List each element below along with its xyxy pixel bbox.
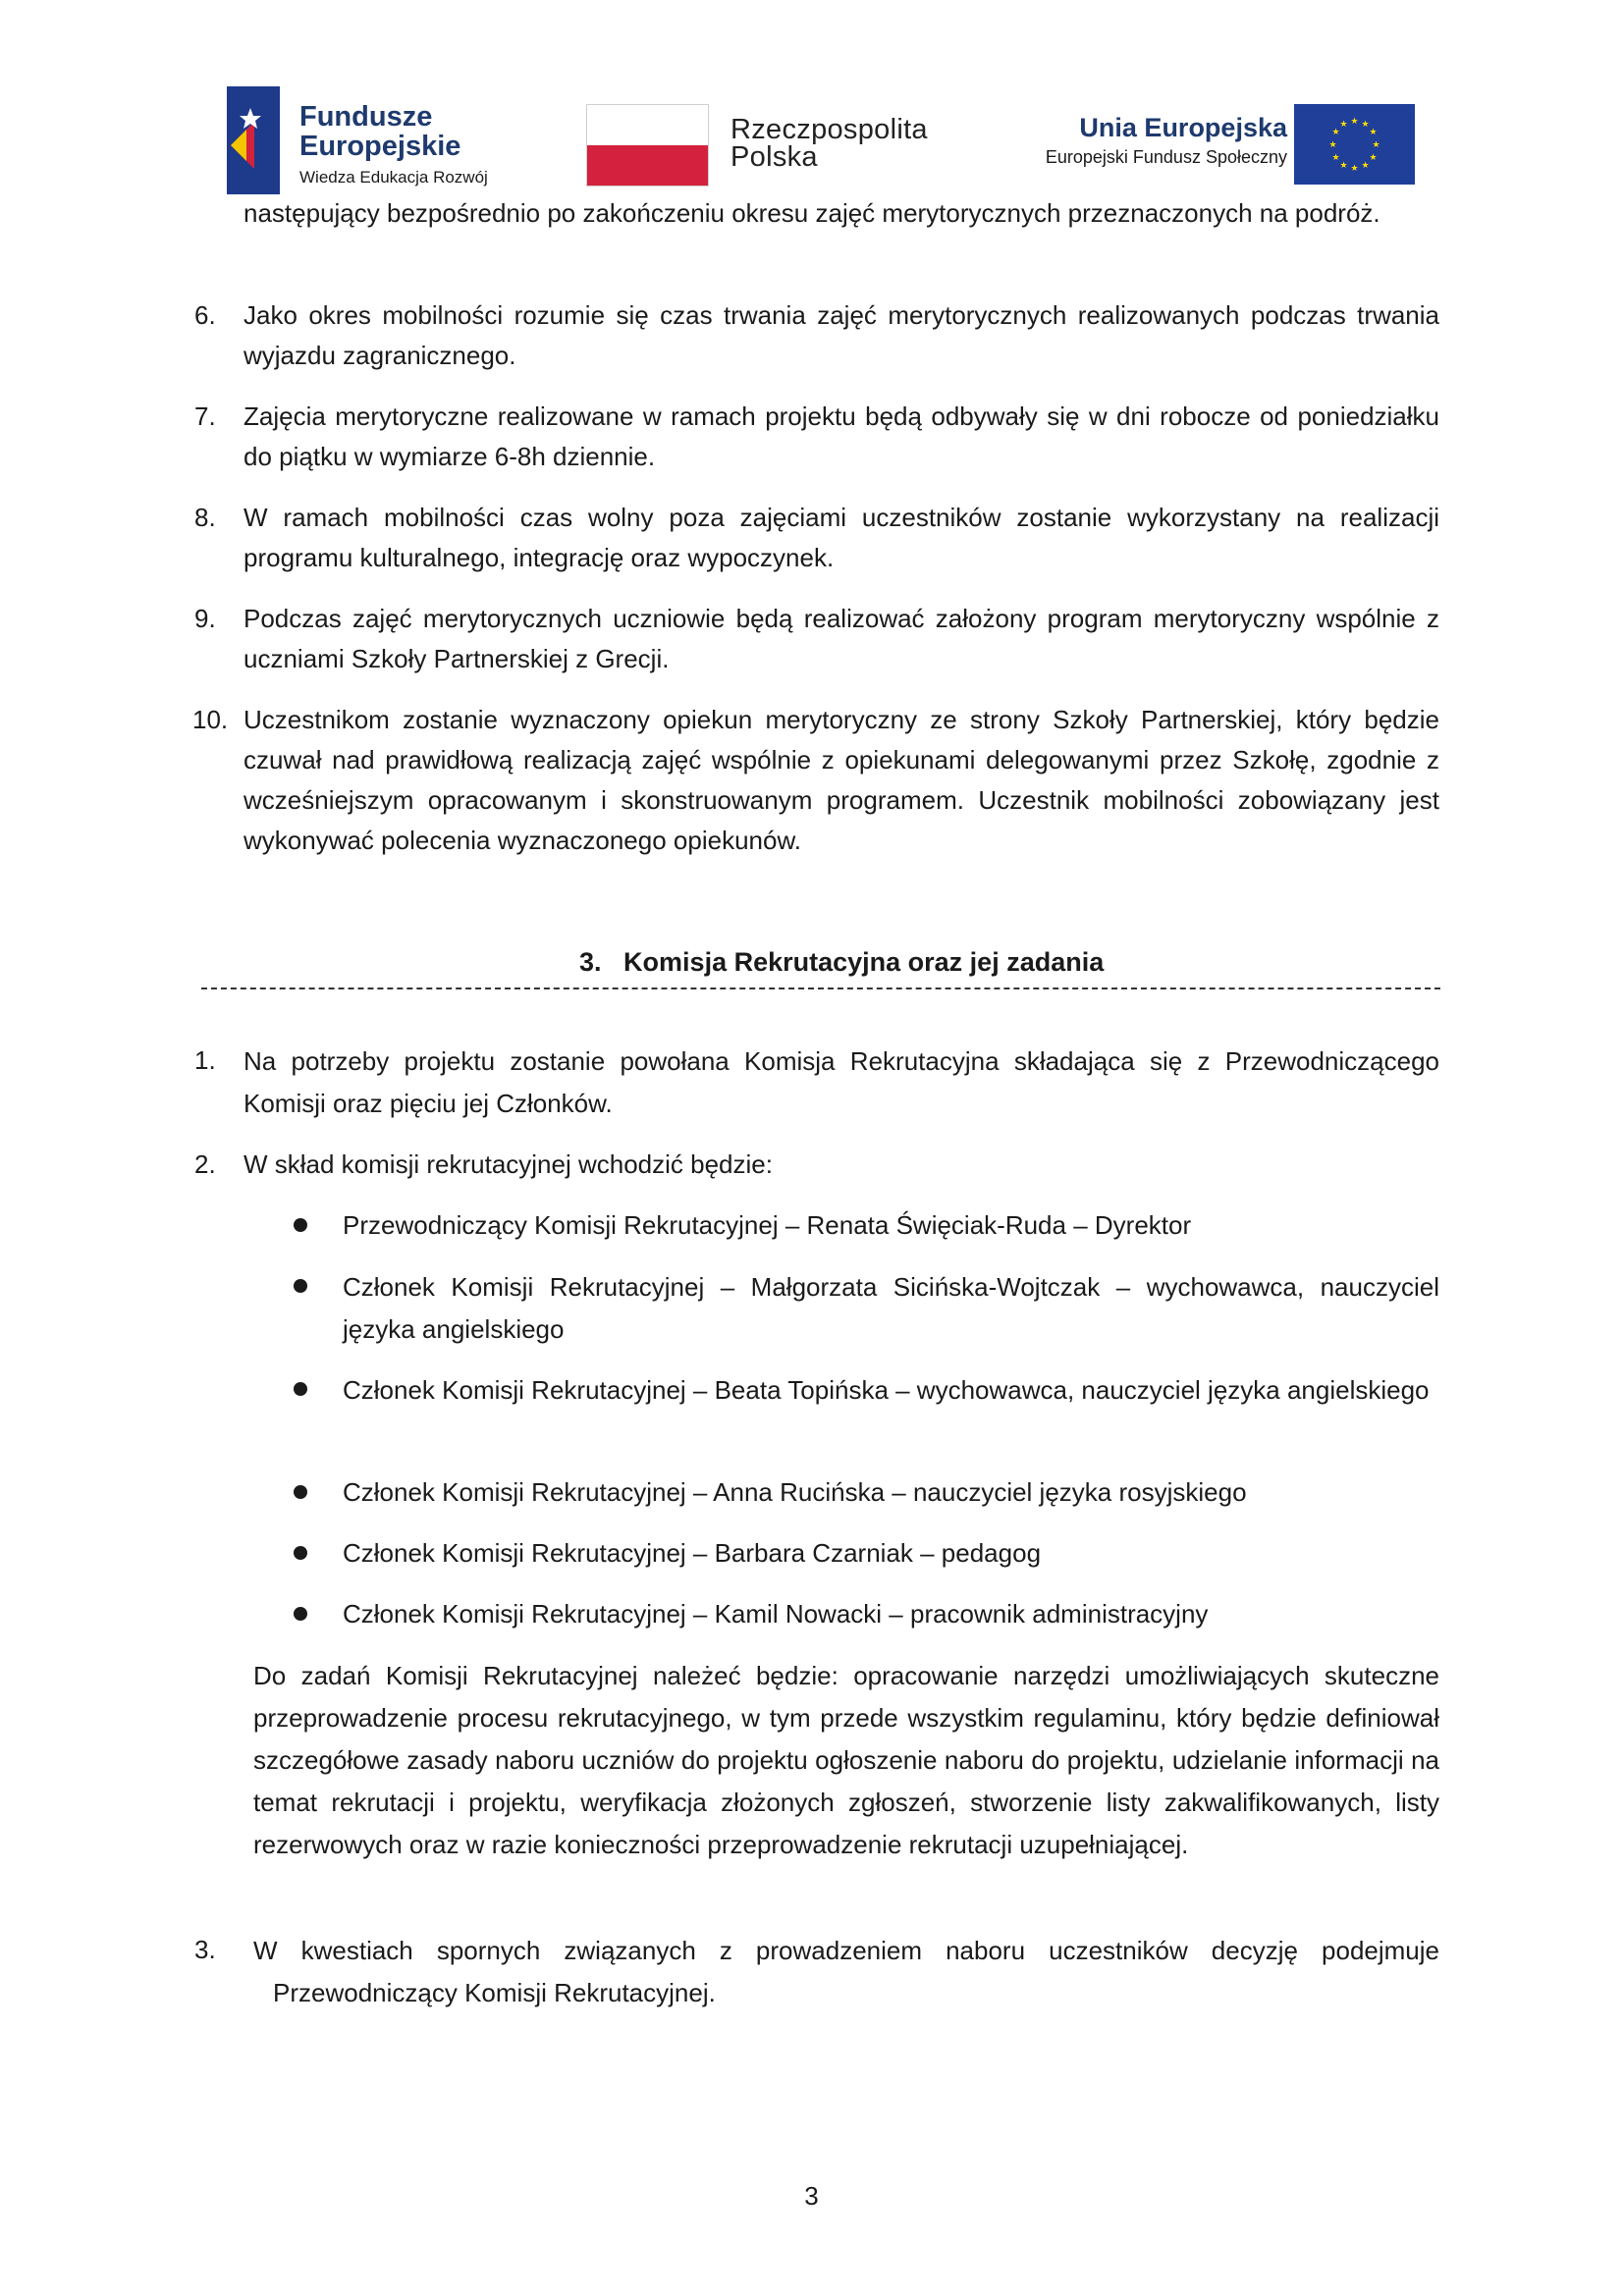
- fe-logo-line2: Europejskie: [299, 131, 461, 162]
- continuation-paragraph: następujący bezpośrednio po zakończeniu okresu zajęć merytorycznych przeznaczonych na podróż.: [243, 198, 1380, 228]
- member-item: Członek Komisji Rekrutacyjnej – Beata Topińska – wychowawca, nauczyciel języka angielskiego: [343, 1375, 1430, 1405]
- svg-text:★: ★: [1331, 153, 1340, 163]
- bullet-icon: [294, 1485, 307, 1499]
- member-item: Członek Komisji Rekrutacyjnej – Anna Rucińska – nauczyciel języka rosyjskiego: [343, 1477, 1247, 1507]
- member-item: Członek Komisji Rekrutacyjnej – Kamil Nowacki – pracownik administracyjny: [343, 1599, 1209, 1629]
- rp-logo-line1: Rzeczpospolita: [730, 114, 928, 145]
- fe-logo-line3: Wiedza Edukacja Rozwój: [299, 168, 488, 187]
- list-item-text: Podczas zajęć merytorycznych uczniowie będą realizować założony program merytoryczny wspólnie z uczniami Szkoły Partnerskiej z Grecji.: [243, 604, 1439, 673]
- fe-logo-line1: Fundusze: [299, 101, 433, 133]
- list-item-number: 8.: [194, 503, 216, 532]
- section-title: Komisja Rekrutacyjna oraz jej zadania: [623, 947, 1105, 977]
- svg-text:★: ★: [1331, 128, 1340, 137]
- section-heading: [579, 944, 1104, 980]
- svg-text:★: ★: [1369, 128, 1378, 137]
- list-item-number: 6.: [194, 300, 216, 330]
- list-item-number: 2.: [194, 1149, 216, 1179]
- polish-flag-icon: [586, 104, 709, 187]
- svg-text:★: ★: [1372, 140, 1380, 150]
- list-item-text: [234, 1930, 1439, 2014]
- list-item-number: 3.: [194, 1935, 216, 1964]
- bullet-icon: [294, 1279, 307, 1293]
- fundusze-europejskie-emblem-icon: [221, 86, 280, 194]
- bullet-icon: [294, 1218, 307, 1232]
- member-item: Członek Komisji Rekrutacyjnej – Barbara Czarniak – pedagog: [343, 1538, 1042, 1568]
- section-number: 3.: [579, 947, 602, 977]
- list-item-text: Na potrzeby projektu zostanie powołana Komisja Rekrutacyjna składająca się z Przewodniczącego Komisji oraz pięciu jej Członków.: [243, 1046, 1439, 1118]
- svg-text:★: ★: [1350, 164, 1359, 174]
- tasks-paragraph: Do zadań Komisji Rekrutacyjnej należeć będzie: opracowanie narzędzi umożliwiających skuteczne przeprowadzenie procesu rekrutacyjnego, w tym przede wszystkim regulaminu, który będzie definiował szczegółowe zasady naboru uczniów do projektu ogłoszenie naboru do projektu, udzielanie informacji na temat rekrutacji i projektu, weryfikacja złożonych zgłoszeń, stworzenie listy zakwalifikowanych, listy rezerwowych oraz w razie konieczności przeprowadzenie rekrutacji uzupełniającej.: [253, 1661, 1439, 1859]
- page-number: 3: [804, 2181, 819, 2211]
- bullet-icon: [294, 1607, 307, 1621]
- rzeczpospolita-polska-logo: [586, 104, 949, 188]
- svg-text:★: ★: [1339, 161, 1348, 171]
- member-item: Członek Komisji Rekrutacyjnej – Małgorzata Sicińska-Wojtczak – wychowawca, nauczyciel języka angielskiego: [343, 1272, 1439, 1344]
- svg-text:★: ★: [1361, 161, 1370, 171]
- section-divider: [201, 988, 1440, 989]
- svg-text:★: ★: [1328, 140, 1337, 150]
- ue-logo-line1: Unia Europejska: [1079, 113, 1287, 142]
- svg-text:★: ★: [1339, 120, 1348, 130]
- member-item: Przewodniczący Komisji Rekrutacyjnej – Renata Święciak-Ruda – Dyrektor: [343, 1210, 1192, 1240]
- rp-logo-line2: Polska: [730, 141, 818, 173]
- bullet-icon: [294, 1546, 307, 1560]
- list-item-number: 7.: [194, 401, 216, 431]
- svg-text:★: ★: [1350, 117, 1359, 127]
- item3-text: W kwestiach spornych związanych z prowadzeniem naboru uczestników decyzję podejmuje Przewodniczący Komisji Rekrutacyjnej.: [253, 1936, 1439, 2007]
- svg-text:★: ★: [1361, 120, 1370, 130]
- list-item-number: 10.: [192, 705, 229, 734]
- list-item-number: 9.: [194, 604, 216, 633]
- fundusze-europejskie-logo: [221, 86, 515, 194]
- bullet-icon: [294, 1382, 307, 1396]
- list-item-text: Jako okres mobilności rozumie się czas trwania zajęć merytorycznych realizowanych podczas trwania wyjazdu zagranicznego.: [243, 300, 1439, 370]
- list-item-text: Uczestnikom zostanie wyznaczony opiekun merytoryczny ze strony Szkoły Partnerskiej, który będzie czuwał nad prawidłową realizacją zajęć wspólnie z opiekunami delegowanymi przez Szkołę, zgodnie z wcześniejszym opracowanym i skonstruowanym programem. Uczestnik mobilności zobowiązany jest wykonywać polecenia wyznaczonego opiekunów.: [243, 705, 1439, 855]
- list-item-text: Zajęcia merytoryczne realizowane w ramach projektu będą odbywały się w dni robocze od poniedziałku do piątku w wymiarze 6-8h dziennie.: [243, 401, 1439, 471]
- eu-flag-icon: [1294, 104, 1415, 185]
- list-item-text: W ramach mobilności czas wolny poza zajęciami uczestników zostanie wykorzystany na realizacji programu kulturalnego, integrację oraz wypoczynek.: [243, 503, 1439, 572]
- list-item-text: W skład komisji rekrutacyjnej wchodzić będzie:: [243, 1149, 773, 1179]
- list-item-number: 1.: [194, 1045, 216, 1075]
- ue-logo-line2: Europejski Fundusz Społeczny: [1045, 147, 1287, 167]
- svg-text:★: ★: [1369, 153, 1378, 163]
- unia-europejska-logo: [1006, 104, 1415, 187]
